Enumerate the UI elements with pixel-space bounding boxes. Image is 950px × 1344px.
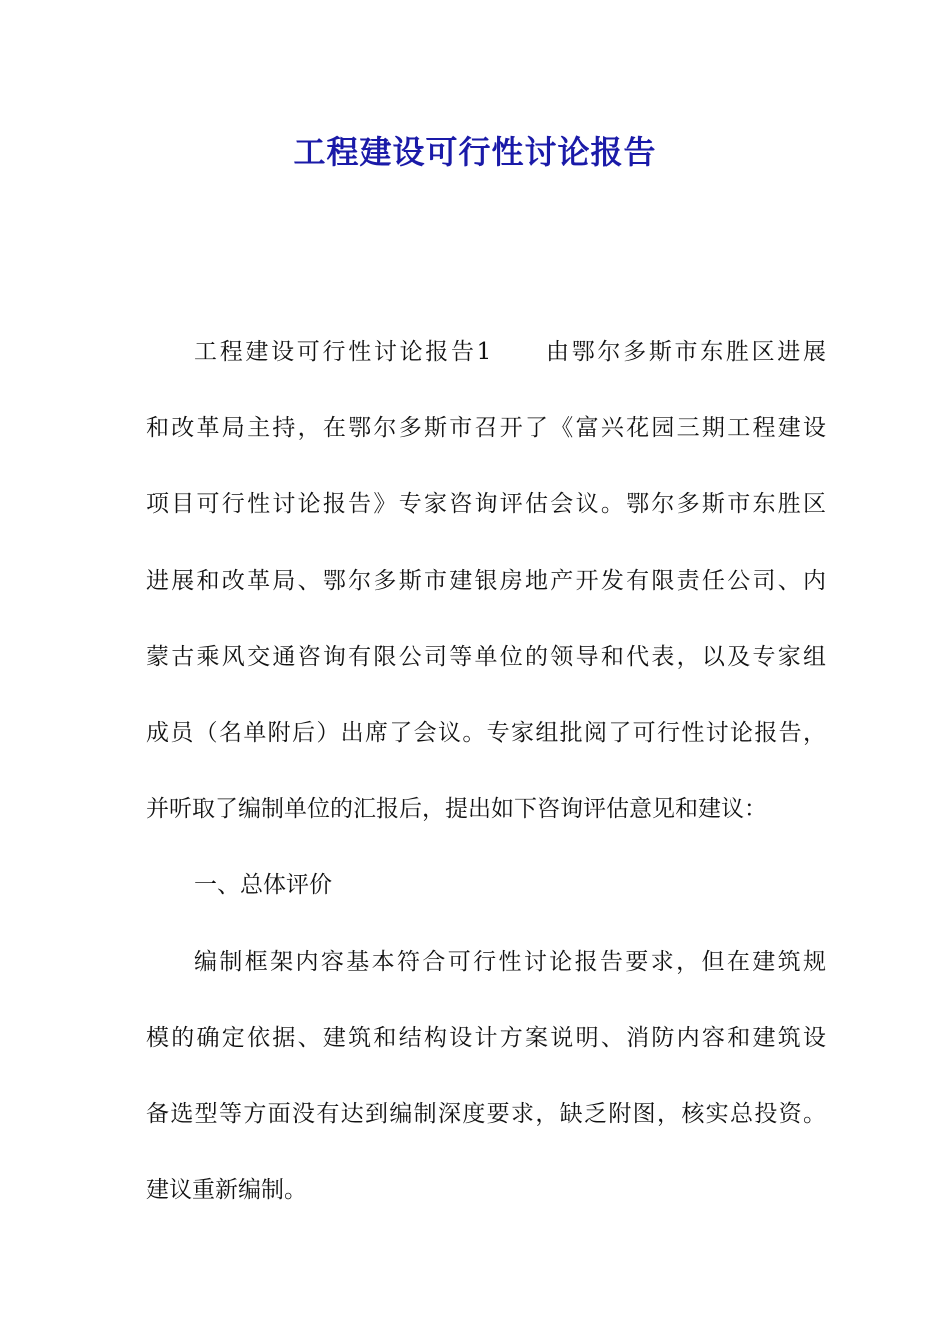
paragraph-line: 进展和改革局、鄂尔多斯市建银房地产开发有限责任公司、内 — [146, 567, 826, 594]
paragraph-line: 并听取了编制单位的汇报后，提出如下咨询评估意见和建议： — [146, 796, 767, 823]
paragraph-line: 和改革局主持，在鄂尔多斯市召开了《富兴花园三期工程建设 — [146, 415, 826, 442]
paragraph-line: 蒙古乘风交通咨询有限公司等单位的领导和代表，以及专家组 — [146, 643, 826, 670]
paragraph-line: 模的确定依据、建筑和结构设计方案说明、消防内容和建筑设 — [146, 1024, 826, 1051]
paragraph-line: 编制框架内容基本符合可行性讨论报告要求，但在建筑规 — [194, 948, 826, 975]
paragraph-line: 成员（名单附后）出席了会议。专家组批阅了可行性讨论报告， — [146, 719, 826, 746]
report-heading-inline: 工程建设可行性讨论报告1 — [194, 339, 492, 365]
section-heading: 一、总体评价 — [194, 872, 332, 899]
paragraph-text: 由鄂尔多斯市东胜区进展 — [543, 339, 827, 365]
document-body — [146, 340, 826, 1254]
paragraph-line: 备选型等方面没有达到编制深度要求，缺乏附图，核实总投资。 — [146, 1100, 826, 1127]
paragraph-line: 建议重新编制。 — [146, 1177, 307, 1204]
document-title: 工程建设可行性讨论报告 — [293, 133, 657, 171]
paragraph-line: 项目可行性讨论报告》专家咨询评估会议。鄂尔多斯市东胜区 — [146, 491, 826, 518]
paragraph-line — [146, 340, 826, 364]
